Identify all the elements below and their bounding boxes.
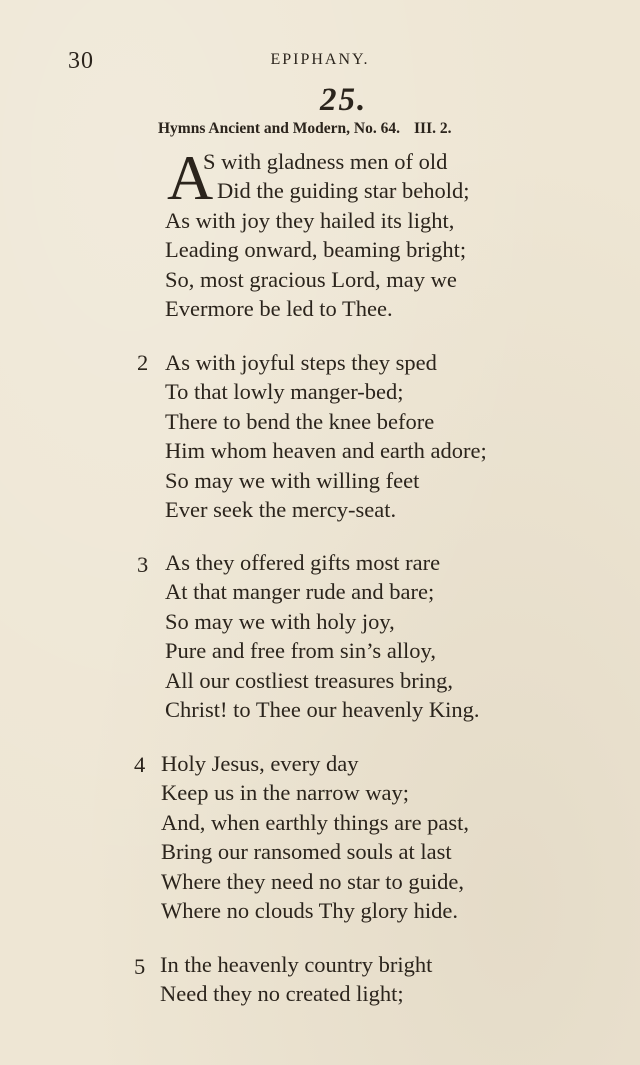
page-number: 30	[68, 48, 94, 74]
hymn-source	[158, 120, 451, 138]
stanza-line: S with gladness men of old	[203, 149, 448, 174]
stanza-line: Evermore be led to Thee.	[165, 295, 393, 321]
stanza-line: All our costliest treasures bring,	[165, 667, 454, 693]
stanza-line: As with joyful steps they sped	[165, 350, 437, 375]
hymn-number: 25.	[320, 82, 368, 118]
stanza-line: So, most gracious Lord, may we	[165, 266, 457, 292]
stanza-line: In the heavenly country bright	[160, 952, 433, 977]
stanza-4	[161, 749, 469, 925]
stanza-line: Need they no created light;	[160, 981, 404, 1007]
stanza-2	[165, 348, 487, 524]
stanza-line: So may we with holy joy,	[165, 608, 395, 634]
stanza-line: As with joy they hailed its light,	[165, 207, 455, 233]
stanza-line: Him whom heaven and earth adore;	[165, 438, 487, 464]
stanza-line: Where they need no star to guide,	[161, 868, 465, 894]
stanza-line: At that manger rude and bare;	[165, 579, 435, 605]
stanza-line: So may we with willing feet	[165, 467, 420, 493]
stanza-5	[160, 950, 432, 1009]
stanza-3	[165, 548, 480, 724]
stanza-line: Ever seek the mercy-seat.	[165, 496, 397, 522]
stanza-line: As they offered gifts most rare	[165, 550, 441, 575]
stanza-line: To that lowly manger-bed;	[165, 379, 404, 405]
stanza-line: Holy Jesus, every day	[161, 751, 359, 776]
stanza-number: 3	[137, 552, 149, 577]
source-reference: Hymns Ancient and Modern, No. 64.	[158, 120, 400, 137]
stanza-line: Did the guiding star behold;	[217, 178, 470, 204]
stanza-line: Christ! to Thee our heavenly King.	[165, 696, 480, 722]
stanza-line: Bring our ransomed souls at last	[161, 839, 452, 865]
stanza-line: Where no clouds Thy glory hide.	[161, 897, 459, 923]
drop-cap: A	[167, 142, 214, 213]
stanza-number: 4	[134, 752, 146, 777]
stanza-number: 2	[137, 350, 149, 375]
running-head: EPIPHANY.	[270, 51, 370, 68]
stanza-number: 5	[134, 954, 146, 979]
stanza-line: Pure and free from sin’s alloy,	[165, 638, 436, 664]
stanza-1	[165, 142, 470, 323]
stanza-line: Keep us in the narrow way;	[161, 780, 410, 806]
hymn-meter: III. 2.	[414, 120, 452, 137]
stanza-line: Leading onward, beaming bright;	[165, 237, 467, 263]
stanza-line: And, when earthly things are past,	[161, 809, 470, 835]
stanza-line: There to bend the knee before	[165, 408, 435, 434]
